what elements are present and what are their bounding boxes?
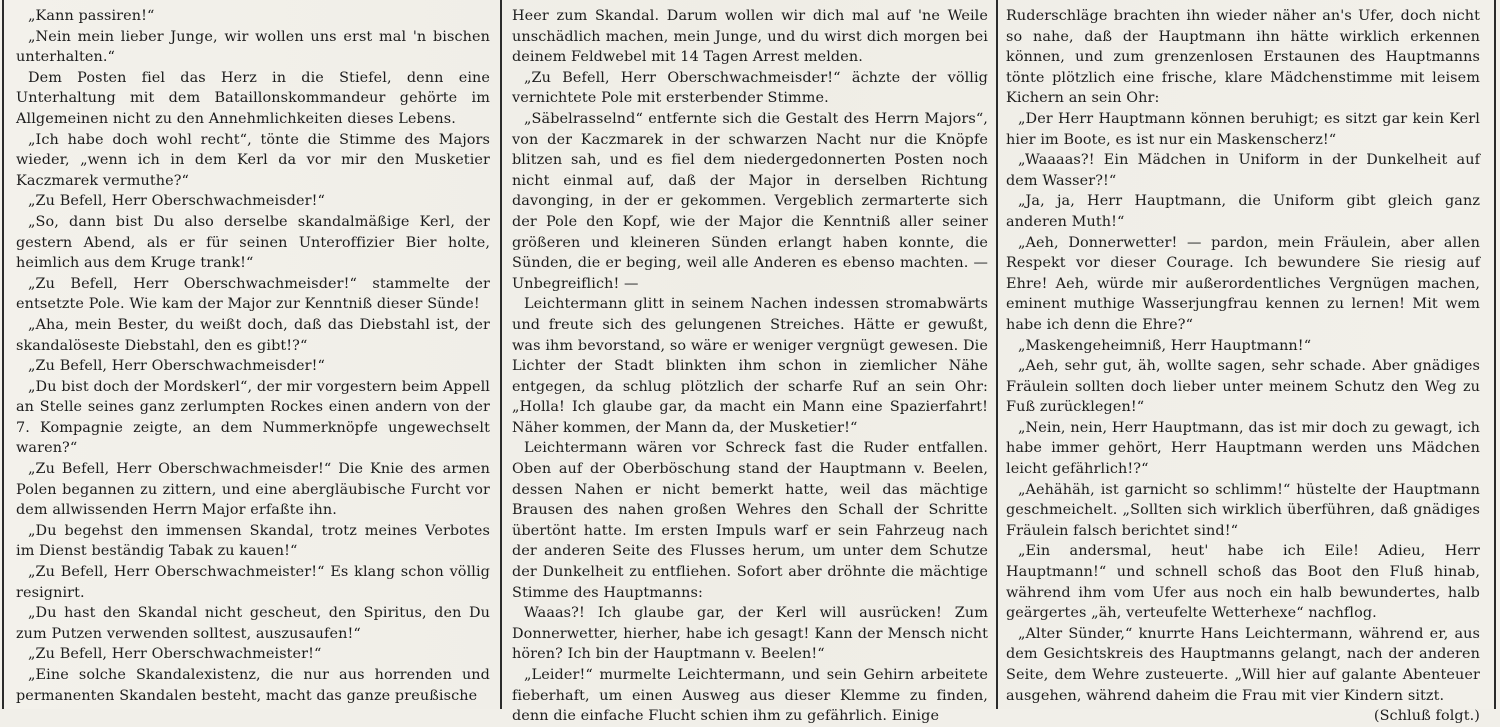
paragraph: „Zu Befell, Herr Oberschwachmeisder!“ (28, 358, 325, 375)
paragraph: Leichtermann wären vor Schreck fast die Ruder entfallen. Oben auf der Oberböschung stand der Hauptmann v. Beelen, dessen Nahen er nicht bemerkt hatte, weil das mächtige Brausen des nahen großen Wehres den Schall der Schritte übertönt hatte. Im ersten Impuls warf er sein Fahrzeug nach der anderen Seite des Flusses herum, um unter dem Schutze der Dunkelheit zu entfliehen. Sofort aber dröhnte die mächtige Stimme des Hauptmanns: (512, 440, 988, 601)
paragraph: „Maskengeheimniß, Herr Hauptmann!“ (1018, 337, 1312, 354)
paragraph: Heer zum Skandal. Darum wollen wir dich mal auf 'ne Weile unschädlich machen, mein Junge, und du wirst dich morgen bei deinem Feldwebel mit 14 Tagen Arrest melden. (512, 8, 988, 66)
column-rule-right (1494, 0, 1496, 709)
column-rule-left (2, 0, 4, 709)
paragraph: Leichtermann glitt in seinem Nachen indessen stromabwärts und freute sich des gelungenen Streiches. Hätte er gewußt, was ihm bevorstand, so wäre er weniger vergnügt gewesen. Die Lichter der Stadt blinkten ihm schon in ziemlicher Nähe entgegen, da schlug plötzlich der scharfe Ruf an sein Ohr: „Holla! Ich glaube gar, da macht ein Mann eine Spazierfahrt! Näher kommen, der Mann da, der Musketier!“ (512, 296, 988, 436)
paragraph: „Ein andersmal, heut' habe ich Eile! Adieu, Herr Hauptmann!“ und schnell schoß das Boot den Fluß hinab, während ihm vom Ufer aus noch ein halb bewundertes, halb geärgertes „äh, verteufelte Wetterhexe“ nachflog. (1006, 543, 1480, 622)
paragraph: „Eine solche Skandalexistenz, die nur aus horrenden und permanenten Skandalen besteht, macht das ganze preußische (16, 667, 490, 704)
paragraph: „Zu Befell, Herr Oberschwachmeisder!“ Die Knie des armen Polen begannen zu zittern, und eine abergläubische Furcht vor dem allwissenden Herrn Major erfaßte ihn. (16, 461, 490, 519)
paragraph: „Aeh, sehr gut, äh, wollte sagen, sehr schade. Aber gnädiges Fräulein sollten doch lieber unter meinem Schutz den Weg zu Fuß zurücklegen!“ (1006, 358, 1480, 416)
paragraph: „Ja, ja, Herr Hauptmann, die Uniform gibt gleich ganz anderen Muth!“ (1006, 193, 1480, 230)
paragraph: „Zu Befell, Herr Oberschwachmeisder!“ stammelte der entsetzte Pole. Wie kam der Major zur Kenntniß dieser Sünde! (16, 275, 490, 313)
paragraph: „Aha, mein Bester, du weißt doch, daß das Diebstahl ist, der skandalöseste Diebstahl, den es gibt!?“ (16, 316, 490, 354)
paragraph: „Kann passiren!“ (28, 8, 155, 24)
paragraph: „Nein, nein, Herr Hauptmann, das ist mir doch zu gewagt, ich habe immer gehört, Herr Hauptmann werden uns Mädchen leicht gefährlich!?“ (1006, 419, 1480, 478)
paragraph: „So, dann bist Du also derselbe skandalmäßige Kerl, der gestern Abend, als er für seinen Unteroffizier Bier holte, heimlich aus dem Kruge trank!“ (16, 213, 490, 272)
paragraph: „Zu Befell, Herr Oberschwachmeister!“ (28, 646, 322, 663)
paragraph: „Ich habe doch wohl recht“, tönte die Stimme des Majors wieder, „wenn ich in dem Kerl da vor mir den Musketier Kaczmarek vermuthe?“ (16, 131, 490, 189)
paragraph: Dem Posten fiel das Herz in die Stiefel, denn eine Unterhaltung mit dem Bataillonskommandeur gehörte im Allgemeinen nicht zu den Annehmlichkeiten dieses Lebens. (16, 69, 490, 127)
paragraph: „Waaaas?! Ein Mädchen in Uniform in der Dunkelheit auf dem Wasser?!“ (1006, 152, 1480, 189)
paragraph: „Zu Befell, Herr Oberschwachmeisder!“ (28, 193, 325, 210)
paragraph: Waaas?! Ich glaube gar, der Kerl will ausrücken! Zum Donnerwetter, hierher, habe ich gesagt! Kann der Mensch nicht hören? Ich bin der Hauptmann v. Beelen!“ (512, 605, 988, 663)
column-rule-2 (996, 0, 998, 709)
paragraph: „Du begehst den immensen Skandal, trotz meines Verbotes im Dienst beständig Tabak zu kauen!“ (16, 522, 490, 560)
paragraph: Ruderschläge brachten ihn wieder näher an's Ufer, doch nicht so nahe, daß der Hauptmann ihn hätte wirklich erkennen können, und zum grenzenlosen Erstaunen des Hauptmanns tönte plötzlich eine frische, klare Mädchenstimme mit leisem Kichern an sein Ohr: (1006, 8, 1480, 107)
paragraph: „Säbelrasselnd“ entfernte sich die Gestalt des Herrn Majors“, von der Kaczmarek in der schwarzen Nacht nur die Knöpfe blitzen sah, und es fiel dem niedergedonnerten Posten noch nicht einmal auf, daß der Major in derselben Richtung davonging, in der er gekommen. Vergeblich zermarterte sich der Pole den Kopf, wie der Major die Kenntniß aller seiner größeren und kleineren Sünden erlangt haben konnte, die Sünden, die er beging, weil alle Anderen es ebenso machten. — Unbegreiflich! — (512, 110, 988, 292)
column-rule-1 (500, 0, 502, 709)
paragraph: „Nein mein lieber Junge, wir wollen uns erst mal 'n bischen unterhalten.“ (16, 28, 490, 66)
paragraph: „Zu Befell, Herr Oberschwachmeister!“ Es klang schon völlig resignirt. (16, 564, 490, 601)
paragraph: „Zu Befell, Herr Oberschwachmeisder!“ ächzte der völlig vernichtete Pole mit ersterbender Stimme. (512, 69, 988, 107)
paragraph: „Du bist doch der Mordskerl“, der mir vorgestern beim Appell an Stelle seines ganz zerlumpten Rockes einen andern von der 7. Kompagnie zeigte, an dem Nummerknöpfe ungewechselt waren?“ (16, 378, 490, 457)
text-column-2 (512, 6, 988, 725)
paragraph: (Schluß folgt.) (1373, 708, 1480, 725)
paragraph: „Aeh, Donnerwetter! — pardon, mein Fräulein, aber allen Respekt vor dieser Courage. Ich bewundere Sie riesig auf Ehre! Aeh, würde mir außerordentliches Vergnügen machen, eminent muthige Wasserjungfrau kennen zu lernen! Mit wem habe ich denn die Ehre?“ (1006, 234, 1480, 333)
paragraph: „Leider!“ murmelte Leichtermann, und sein Gehirn arbeitete fieberhaft, um einen Ausweg aus dieser Klemme zu finden, denn die einfache Flucht schien ihm zu gefährlich. Einige (512, 667, 988, 725)
paragraph: „Du hast den Skandal nicht gescheut, den Spiritus, den Du zum Putzen verwenden solltest, auszusaufen!“ (16, 605, 490, 642)
paragraph: „Alter Sünder,“ knurrte Hans Leichtermann, während er, aus dem Gesichtskreis des Hauptmanns gelangt, nach der anderen Seite, dem Wehre zusteuerte. „Will hier auf galante Abenteuer ausgehen, während daheim die Frau mit vier Kindern sitzt. (1006, 625, 1480, 704)
paragraph: „Der Herr Hauptmann können beruhigt; es sitzt gar kein Kerl hier im Boote, es ist nur ein Maskenscherz!“ (1006, 110, 1480, 148)
text-column-3 (1006, 6, 1480, 725)
paragraph: „Aehähäh, ist garnicht so schlimm!“ hüstelte der Hauptmann geschmeichelt. „Sollten sich wirklich überführen, daß gnädiges Fräulein falsch berichtet sind!“ (1006, 481, 1480, 539)
text-column-1 (16, 6, 490, 703)
